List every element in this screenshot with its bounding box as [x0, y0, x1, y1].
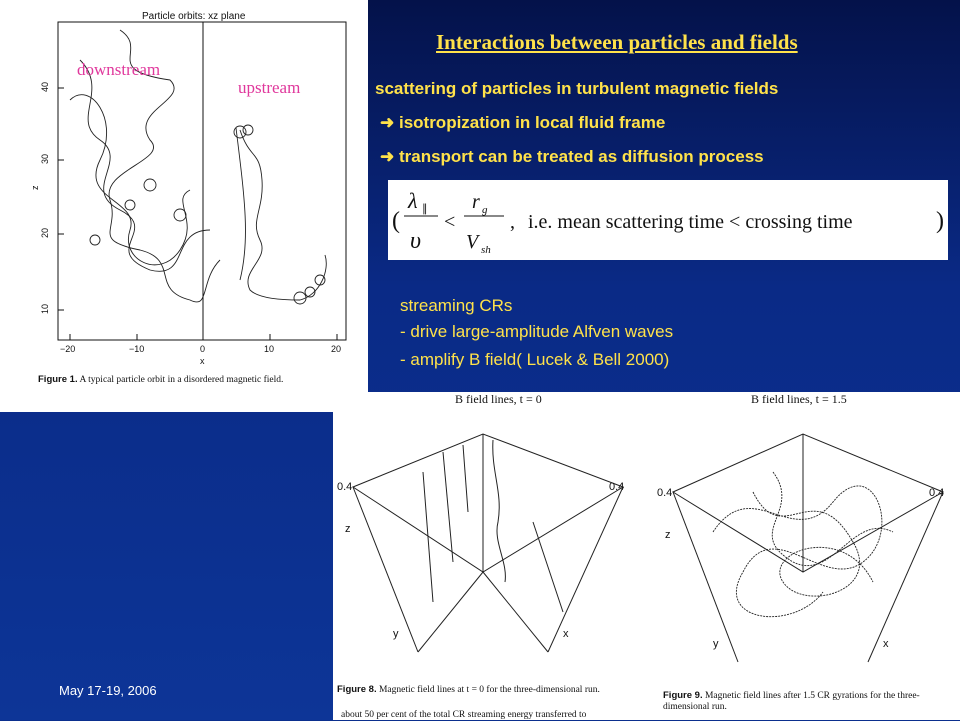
figure9-tick: 0.4 — [657, 487, 673, 499]
svg-text:r: r — [472, 191, 480, 213]
bullet-transport: ➜ transport can be treated as diffusion process — [380, 147, 764, 166]
figure9-field-plot — [653, 412, 953, 672]
figure8-continuation: about 50 per cent of the total CR streaming energy transferred to — [341, 710, 587, 720]
figure1-ytick: 10 — [40, 303, 50, 314]
streaming-heading: streaming CRs — [400, 296, 513, 315]
bullet-scattering: scattering of particles in turbulent magnetic fields — [375, 79, 779, 98]
figure8-tick: 0.4 — [609, 481, 625, 493]
figure9-caption: Figure 9. Magnetic field lines after 1.5 CR gyrations for the three-dimensional run. — [663, 690, 920, 712]
arrow-right-icon: ➜ — [380, 113, 399, 132]
figure1-caption: Figure 1. A typical particle orbit in a disordered magnetic field. — [38, 374, 284, 385]
svg-text:,: , — [510, 211, 515, 233]
figure1-panel — [0, 0, 368, 412]
downstream-label: downstream — [77, 60, 161, 79]
svg-text:(: ( — [392, 208, 400, 234]
upstream-label: upstream — [238, 78, 301, 97]
figure1-xtick: −10 — [129, 344, 145, 354]
figure8-field-plot — [333, 412, 633, 672]
figure1-xlabel: x — [200, 356, 205, 366]
formula-text: i.e. mean scattering time < crossing time — [528, 211, 853, 233]
figure8-zlabel: z — [345, 523, 351, 535]
figure8-ylabel: y — [393, 628, 399, 640]
bullet-isotropization: ➜ isotropization in local fluid frame — [380, 113, 666, 132]
figure8-xlabel: x — [563, 628, 569, 640]
figure1-xtick: 0 — [200, 344, 206, 354]
svg-text:sh: sh — [481, 244, 491, 256]
figure1-ytick: 40 — [40, 81, 50, 92]
streaming-line-2: - amplify B field( Lucek & Bell 2000) — [400, 350, 670, 369]
figures-8-9-panel — [333, 392, 960, 720]
arrow-right-icon: ➜ — [380, 147, 399, 166]
figure9-ylabel: y — [713, 638, 719, 650]
svg-text:<: < — [444, 211, 456, 233]
figure1-xtick: −20 — [60, 344, 76, 354]
svg-text:): ) — [936, 208, 944, 234]
svg-text:υ: υ — [410, 228, 422, 254]
figure1-orbit-plot — [0, 0, 368, 412]
slide-title: Interactions between particles and fields — [436, 30, 798, 54]
figure1-ylabel: z — [30, 185, 40, 190]
figure1-ytick: 30 — [40, 153, 50, 164]
formula-box — [388, 180, 948, 260]
figure8-tick: 0.4 — [337, 481, 353, 493]
figure1-xtick: 20 — [331, 344, 342, 354]
figure8-title: B field lines, t = 0 — [455, 392, 542, 406]
svg-text:V: V — [466, 231, 479, 253]
figure1-ytick: 20 — [40, 227, 50, 238]
formula-graphic — [388, 180, 948, 260]
figure1-xtick: 10 — [264, 344, 275, 354]
figure1-plot-title: Particle orbits: xz plane — [142, 11, 246, 22]
figure9-title: B field lines, t = 1.5 — [751, 392, 847, 406]
streaming-line-1: - drive large-amplitude Alfven waves — [400, 322, 674, 341]
svg-text:g: g — [482, 204, 488, 216]
figure9-xlabel: x — [883, 638, 889, 650]
svg-text:λ: λ — [408, 188, 418, 213]
figure9-zlabel: z — [665, 529, 671, 541]
figure8-caption: Figure 8. Magnetic field lines at t = 0 for the three-dimensional run. — [337, 684, 600, 695]
svg-text:∥: ∥ — [422, 203, 428, 215]
figure9-tick: 0.4 — [929, 487, 945, 499]
footer-date: May 17-19, 2006 — [59, 683, 157, 698]
